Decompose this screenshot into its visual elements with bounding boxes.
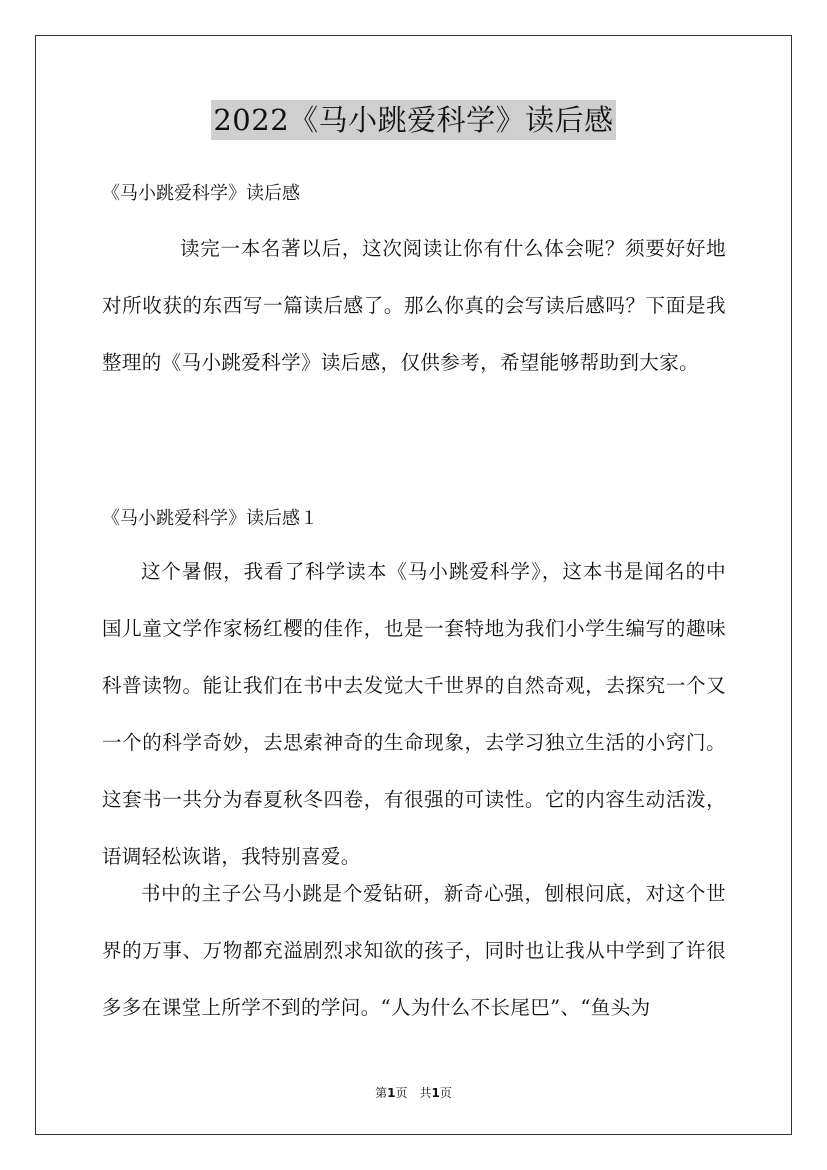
- document-title: 2022《马小跳爱科学》读后感: [211, 100, 615, 140]
- footer-prefix: 第: [375, 1086, 388, 1100]
- footer-page-suffix: 页 共: [395, 1086, 432, 1100]
- footer-page-number: 1: [387, 1086, 396, 1100]
- footer-total-suffix: 页: [439, 1086, 452, 1100]
- footer-total-pages: 1: [431, 1086, 440, 1100]
- section-heading: 《马小跳爱科学》读后感１: [102, 508, 318, 529]
- page-footer: [0, 1084, 827, 1101]
- body-paragraph-2: 书中的主子公马小跳是个爱钻研，新奇心强，刨根问底，对这个世界的万事、万物都充溢剧烈求知欲的孩子，同时也让我从中学到了许很多多在课堂上所学不到的学问。“人为什么不长尾巴”、“鱼头为: [102, 882, 726, 1019]
- body-paragraph-1: 这个暑假，我看了科学读本《马小跳爱科学》，这本书是闻名的中国儿童文学作家杨红樱的佳作，也是一套特地为我们小学生编写的趣味科普读物。能让我们在书中去发觉大千世界的自然奇观，去探究一个又一个的科学奇妙，去思索神奇的生命现象，去学习独立生活的小窍门。这套书一共分为春夏秋冬四卷，有很强的可读性。它的内容生动活泼，语调轻松诙谐，我特别喜爱。: [102, 560, 726, 868]
- document-subtitle: 《马小跳爱科学》读后感: [102, 183, 300, 204]
- intro-paragraph: 读完一本名著以后，这次阅读让你有什么体会呢？须要好好地对所收获的东西写一篇读后感了。那么你真的会写读后感吗？下面是我整理的《马小跳爱科学》读后感，仅供参考，希望能够帮助到大家。: [102, 237, 726, 374]
- title-container: [0, 100, 827, 140]
